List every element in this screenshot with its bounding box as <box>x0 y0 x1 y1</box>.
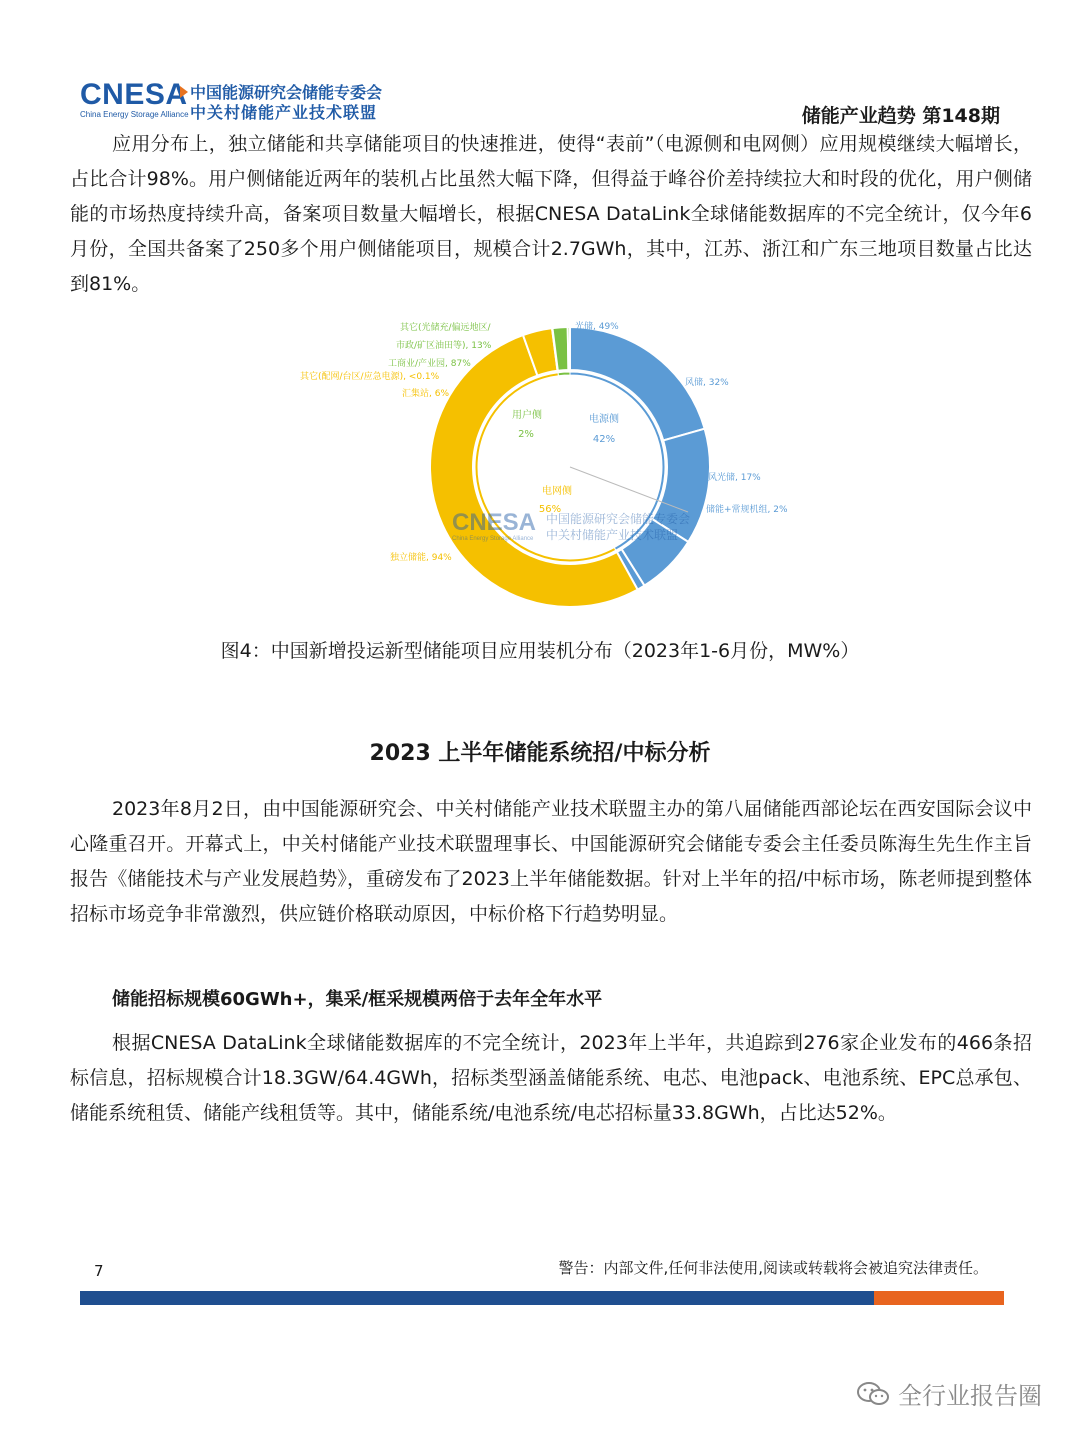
paragraph-application-distribution: 应用分布上，独立储能和共享储能项目的快速推进，使得“表前”（电源侧和电网侧）应用规模继续大幅增长，占比合计98%。用户侧储能近两年的装机占比虽然大幅下降，但得益于峰谷价差持续拉大和时段的优化，用户侧储能的市场热度持续升高，备案项目数量大幅增长，根据CNESA DataLink全球储能数据库的不完全统计，仅今年6月份，全国共备案了250多个用户侧储能项目，规模合计2.7GWh，其中，江苏、浙江和广东三地项目数量占比达到81%。 <box>70 133 1032 295</box>
page-number: 7 <box>94 1262 104 1280</box>
footer-warning: 警告：内部文件,任何非法使用,阅读或转载将会被追究法律责任。 <box>558 1259 988 1277</box>
inner-label-user-side: 用户侧 <box>512 410 542 421</box>
figure-caption: 图4：中国新增投运新型储能项目应用装机分布（2023年1-6月份，MW%） <box>220 640 860 662</box>
donut-chart <box>290 312 810 612</box>
logo-wordmark: CNESA <box>80 78 188 111</box>
outer-ring <box>430 327 710 607</box>
section-title: 2023 上半年储能系统招/中标分析 <box>369 741 711 766</box>
outer-label-other-user-1: 其它(光储充/偏远地区/ <box>400 323 491 333</box>
paragraph-tender-stats: 根据CNESA DataLink全球储能数据库的不完全统计，2023年上半年，共追踪到276家企业发布的466条招标信息，招标规模合计18.3GW/64.4GWh，招标类型涵盖储能系统、电芯、电池pack、电池系统、EPC总承包、储能系统租赁、储能产线租赁等。其中，储能系统/电池系统/电芯招标量33.8GWh，占比达52%。 <box>70 1032 1032 1124</box>
subheading-tender-scale: 储能招标规模60GWh+，集采/框采规模两倍于去年全年水平 <box>112 989 603 1010</box>
logo-subtitle: China Energy Storage Alliance <box>80 110 189 119</box>
watermark-cn1: 中国能源研究会储能专委会 <box>546 512 691 526</box>
footer-bar-blue <box>80 1291 874 1305</box>
inner-label-grid-side: 电网侧 <box>542 486 572 497</box>
outer-label-commercial: 工商业/产业园, 87% <box>388 359 471 369</box>
logo-arrow-icon <box>180 86 188 98</box>
chart-watermark <box>452 509 690 542</box>
footer-bar-orange <box>874 1291 1004 1305</box>
outer-slice-8 <box>568 327 570 370</box>
logo-cn-line1: 中国能源研究会储能专委会 <box>190 83 383 102</box>
outer-label-independent-storage: 独立储能, 94% <box>390 553 452 563</box>
paragraph-forum: 2023年8月2日，由中国能源研究会、中关村储能产业技术联盟主办的第八届储能西部论坛在西安国际会议中心隆重召开。开幕式上，中关村储能产业技术联盟理事长、中国能源研究会储能专委会主任委员陈海生先生作主旨报告《储能技术与产业发展趋势》，重磅发布了2023上半年储能数据。针对上半年的招/中标市场，陈老师提到整体招标市场竞争非常激烈，供应链价格联动原因，中标价格下行趋势明显。 <box>70 798 1032 925</box>
inner-pct-user-side: 2% <box>518 429 534 440</box>
watermark-wordmark: CNESA <box>452 509 537 536</box>
inner-slice-2 <box>558 372 570 376</box>
outer-label-pv-storage: 光储, 49% <box>575 322 619 332</box>
wechat-watermark <box>856 1376 1042 1411</box>
inner-pct-power-side: 42% <box>592 434 616 445</box>
cnesa-logo <box>80 78 390 122</box>
outer-label-wind-pv-storage: 风光储, 17% <box>708 473 761 483</box>
inner-label-power-side: 电源侧 <box>589 414 619 425</box>
donut-chart-svg <box>290 312 810 612</box>
watermark-cn2: 中关村储能产业技术联盟 <box>546 528 679 542</box>
inner-pct-grid-side: 56% <box>538 504 562 515</box>
watermark-text: 全行业报告圈 <box>898 1382 1042 1410</box>
outer-label-other-grid: 其它(配网/台区/应急电源), <0.1% <box>300 372 440 382</box>
issue-title: 储能产业趋势 第148期 <box>801 105 1000 127</box>
outer-label-collection-station: 汇集站, 6% <box>402 389 449 399</box>
logo-cn-line2: 中关村储能产业技术联盟 <box>190 103 378 122</box>
outer-label-wind-storage: 风储, 32% <box>685 378 729 388</box>
outer-label-other-user-2: 市政/矿区油田等), 13% <box>396 341 492 351</box>
outer-label-storage-conventional: 储能+常规机组, 2% <box>706 505 788 515</box>
wechat-icon <box>856 1381 890 1407</box>
watermark-subtitle: China Energy Storage Alliance <box>452 536 534 542</box>
